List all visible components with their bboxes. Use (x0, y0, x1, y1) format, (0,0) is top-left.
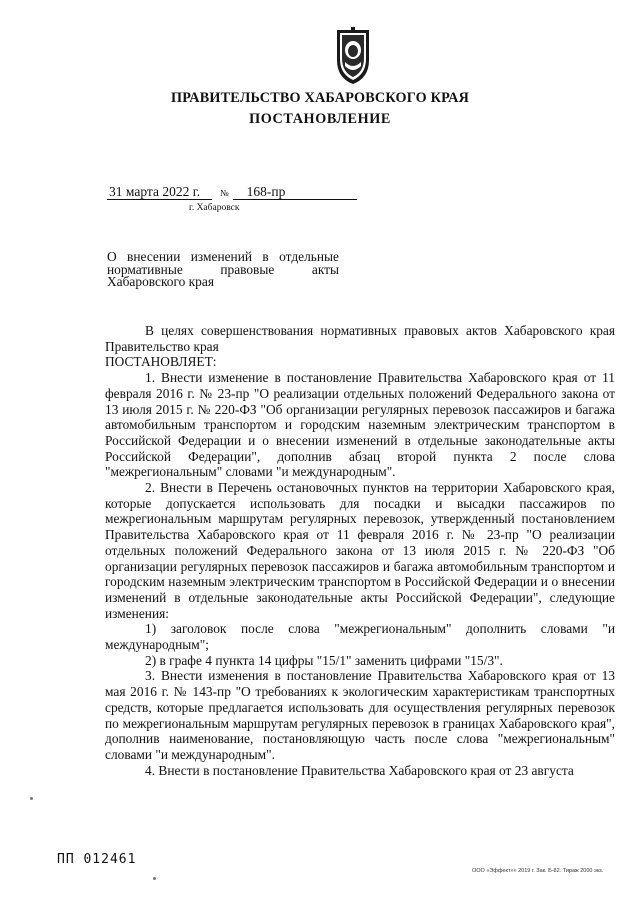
document-number: 168-пр (233, 185, 357, 200)
date-number-line (107, 184, 357, 200)
coat-of-arms-icon (331, 26, 375, 86)
scan-speck (153, 877, 156, 880)
decree-word: ПОСТАНОВЛЯЕТ: (105, 354, 217, 370)
document-subject (107, 251, 339, 289)
document-body (105, 323, 615, 778)
intro-paragraph: В целях совершенствования нормативных правовых актов Хабаровского края Правительство края (105, 323, 615, 354)
number-sign: № (220, 188, 229, 198)
subject-line: О внесении изменений в отдельные (107, 249, 339, 264)
document-type-title: ПОСТАНОВЛЕНИЕ (249, 111, 391, 127)
clause-2-item-1: 1) заголовок после слова "межрегиональным" дополнить словами "и международным"; (105, 621, 615, 653)
government-title: ПРАВИТЕЛЬСТВО ХАБАРОВСКОГО КРАЯ (170, 90, 470, 106)
subject-line: Хабаровского края (107, 274, 214, 290)
printer-imprint: ООО «Эффект»» 2019 г. Зак. Б-82. Тираж 2000 экз. (472, 868, 604, 874)
city-label: г. Хабаровск (189, 203, 240, 213)
clause-1: 1. Внести изменение в постановление Правительства Хабаровского края от 11 февраля 2016 г. № 23-пр "О реализации отдельных положений Федерального закона от 13 июля 2015 г. № 220-ФЗ "Об организации регулярных перевозок пассажиров и багажа автомобильным транспортом и городским наземным электрическим транспортом в Российской Федерации и о внесении изменений в отдельные законодательные акты Российской Федерации", дополнив абзац второй пункта 2 после слова "межрегиональным" словами "и международным". (105, 370, 615, 480)
clause-3: 3. Внести изменения в постановление Правительства Хабаровского края от 13 мая 2016 г. № 143-пр "О требованиях к экологическим характеристикам транспортных средств, которые предлагается использовать для осуществления регулярных перевозок по межрегиональным маршрутам регулярных перевозок в границах Хабаровского края", дополнив наименование, постановляющую часть после слова "межрегиональным" словами "и международным". (105, 668, 615, 762)
form-serial-number: ПП 012461 (57, 852, 137, 867)
clause-2: 2. Внести в Перечень остановочных пунктов на территории Хабаровского края, которые допускается использовать для посадки и высадки пассажиров по межрегиональным маршрутам регулярных перевозок, утвержденный постановлением Правительства Хабаровского края от 11 февраля 2016 г. № 23-пр "О реализации отдельных положений Федерального закона от 13 июля 2015 г. № 220-ФЗ "Об организации регулярных перевозок пассажиров и багажа автомобильным транспортом и городским наземным электрическим транспортом в Российской Федерации и о внесении изменений в отдельные законодательные акты Российской Федерации", следующие изменения: (105, 480, 615, 621)
document-date: 31 марта 2022 г. (107, 185, 212, 200)
clause-4: 4. Внести в постановление Правительства Хабаровского края от 23 августа (145, 762, 574, 778)
clause-2-item-2: 2) в графе 4 пункта 14 цифры "15/1" заменить цифрами "15/3". (145, 652, 503, 668)
scan-speck (30, 797, 33, 800)
subject-line: нормативные правовые акты (107, 261, 339, 277)
